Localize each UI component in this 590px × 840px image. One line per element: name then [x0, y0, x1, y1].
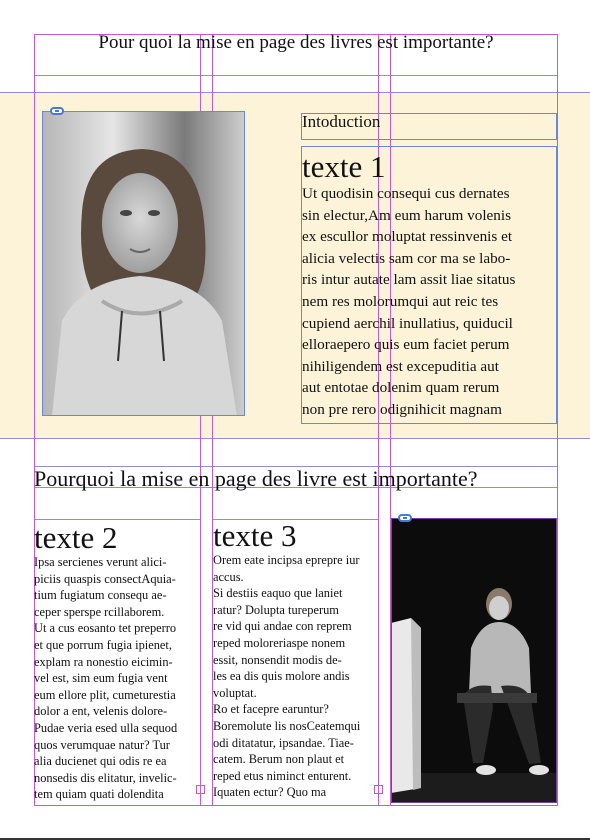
- text1-line: sin electur,Am eum harum volenis: [302, 206, 512, 224]
- link-icon[interactable]: [50, 107, 64, 115]
- text2-body: Ipsa sercienes verunt alici- piciis quaspis consectAquia- tium fugiatum consequ ae- ceper sperspe rcillaborem. Ut a cus eosanto tet preperro et que porrum fugia ipienet, explam ra nonestio eicimin- vel est, sim eum fugia vent eum ellore plit, cumeturestia dolor a ent, velenis dolore- Pudae veria esed ulla sequod quos verumquae natur? Tur alia ducienet qui odis re ea nonsedis dis elitatur, invelic- tem quiam quati dolendita: [34, 555, 178, 802]
- link-icon[interactable]: [398, 514, 412, 522]
- margin-guide: [34, 805, 558, 806]
- text1-block: [302, 151, 562, 421]
- overflow-marker[interactable]: [374, 785, 383, 794]
- text1-line: Ut quodisin consequi cus dernates: [302, 185, 510, 202]
- overflow-marker[interactable]: [196, 785, 205, 794]
- text1-line: non pre rero odignihicit magnam: [302, 400, 502, 418]
- section-title[interactable]: Pourquoi la mise en page des livre est importante?: [34, 466, 478, 491]
- text1-line: nem res molorumqui aut reic tes: [302, 292, 499, 310]
- guide-line: [0, 438, 590, 439]
- guide-line: [0, 92, 590, 93]
- text1-line: aut entotae dolenim quam rerum: [302, 379, 500, 397]
- page-title[interactable]: Pour quoi la mise en page des livres est importante?: [98, 32, 494, 53]
- text1-heading: texte 1: [302, 149, 386, 184]
- intro-label: Intoduction: [302, 112, 381, 131]
- text3-heading: texte 3: [213, 518, 297, 553]
- text1-line: nihiligendem est excepuditia aut: [302, 357, 499, 375]
- text1-line: alicia velectis sam cor ma se labo-: [302, 249, 511, 267]
- text3-body: Orem eate incipsa eprepre iur accus. Si destiis eaquo que laniet ratur? Dolupta tureperum re vid qui andae con reprem reped moloreriaspe nonem essit, nonsendit modis de- les ea dis quis molore andis voluptat. Ro et facepre earuntur? Boremolute lis nosCeatemqui odi ditatatur, ipsandae. Tiae- catem. Berum non plaut et reped etus niminct enturent. Iquaten ectur? Quo ma: [213, 553, 361, 800]
- text2-block[interactable]: [34, 522, 202, 803]
- text1-line: ris intur autate lam assit liae sitatus: [302, 271, 516, 289]
- image-frame[interactable]: [391, 518, 557, 803]
- text1-line: ex escullor moluptat ressinvenis et: [302, 228, 513, 246]
- text2-heading: texte 2: [34, 520, 118, 555]
- guide-line: [34, 75, 558, 76]
- text1-line: elloraepero quis eum faciet perum: [302, 336, 510, 354]
- image-frame[interactable]: [42, 111, 245, 416]
- text3-block[interactable]: [213, 520, 379, 801]
- text1-line: cupiend aerchil inullatius, quiducil: [302, 314, 513, 332]
